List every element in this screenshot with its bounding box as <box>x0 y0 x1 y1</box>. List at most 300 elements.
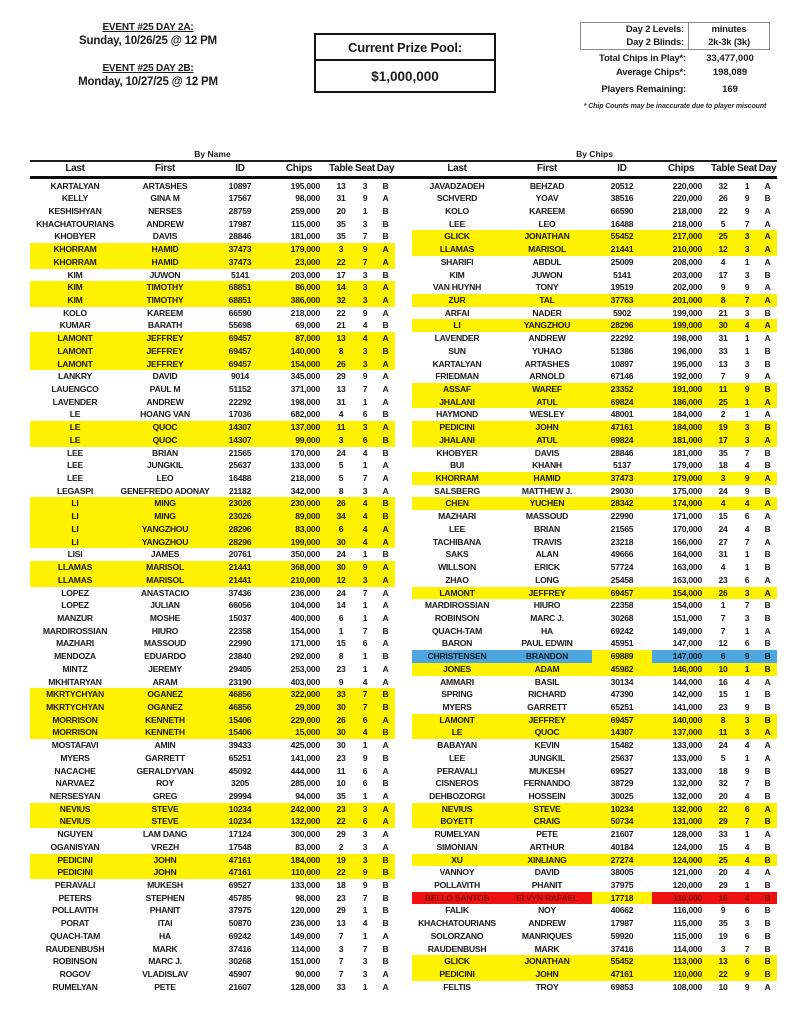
cell-table: 13 <box>336 918 346 929</box>
cell-last: KARTALYAN <box>432 358 482 369</box>
player-row <box>412 637 777 650</box>
cell-table: 24 <box>336 549 346 560</box>
cell-last: SCHVERD <box>436 193 478 204</box>
cell-table: 31 <box>336 396 346 407</box>
cell-seat: 9 <box>354 866 376 879</box>
player-row <box>30 447 395 460</box>
cell-chips: 137,000 <box>652 726 710 739</box>
cell-chips: 198,000 <box>672 333 702 344</box>
cell-chips: 217,000 <box>652 230 710 243</box>
cell-table: 24 <box>718 523 728 534</box>
cell-seat: 9 <box>736 968 758 981</box>
cell-first: OGANEZ <box>120 701 210 714</box>
cell-table: 21 <box>718 307 728 318</box>
cell-chips: 322,000 <box>270 688 328 701</box>
cell-seat: 3 <box>744 612 750 623</box>
cell-day: A <box>758 319 777 332</box>
cell-day: B <box>376 434 395 447</box>
cell-day: B <box>764 193 771 204</box>
cell-first: YUHAO <box>532 345 562 356</box>
cell-table: 8 <box>338 485 344 496</box>
cell-day: B <box>382 447 389 458</box>
cell-first: TONY <box>535 282 559 293</box>
cell-id: 21441 <box>210 561 270 574</box>
cell-first: MASSOUD <box>525 511 569 522</box>
cell-first: ARAM <box>152 676 178 687</box>
cell-chips: 94,000 <box>295 791 320 801</box>
cell-day: A <box>376 714 395 727</box>
cell-last: NACACHE <box>54 765 96 776</box>
cell-id: 37416 <box>228 943 252 954</box>
cell-table: 4 <box>720 562 726 573</box>
column-header-id: ID <box>617 163 627 174</box>
cell-id: 5141 <box>230 269 250 280</box>
cell-seat: 1 <box>362 651 368 662</box>
day2-levels-label: Day 2 Levels: <box>581 23 689 36</box>
cell-last: RUMELYAN <box>52 981 98 992</box>
cell-seat: 6 <box>354 815 376 828</box>
cell-seat: 9 <box>744 371 750 382</box>
player-row <box>30 574 395 587</box>
cell-last: XU <box>412 854 502 867</box>
cell-id: 22292 <box>610 333 634 344</box>
cell-chips: 149,000 <box>290 930 320 941</box>
cell-table: 23 <box>328 803 354 816</box>
cell-seat: 3 <box>736 230 758 243</box>
cell-first: HOANG VAN <box>140 409 190 420</box>
day2-levels-value: minutes <box>711 24 747 35</box>
cell-table: 3 <box>328 434 354 447</box>
cell-seat: 1 <box>744 345 750 356</box>
cell-first: PETE <box>536 829 558 840</box>
cell-first: TIMOTHY <box>120 281 210 294</box>
cell-first: TRAVIS <box>532 536 562 547</box>
cell-first: ANDREW <box>528 918 566 929</box>
cell-last: KOLO <box>63 307 87 318</box>
cell-last: LISI <box>67 549 83 560</box>
cell-table: 24 <box>718 740 728 751</box>
cell-first: DAVID <box>534 867 560 878</box>
player-row <box>30 892 395 905</box>
cell-day: A <box>382 473 389 484</box>
player-row <box>30 561 395 574</box>
cell-day: A <box>382 485 389 496</box>
cell-table: 32 <box>718 778 728 789</box>
cell-last: ZHAO <box>445 574 469 585</box>
cell-id: 37473 <box>210 256 270 269</box>
player-row <box>30 739 395 752</box>
cell-id: 47161 <box>210 854 270 867</box>
cell-day: A <box>376 815 395 828</box>
cell-last: FRIEDMAN <box>435 371 479 382</box>
cell-day: B <box>764 549 771 560</box>
column-header-last: Last <box>65 163 85 174</box>
cell-last: LI <box>412 319 502 332</box>
player-row <box>412 307 777 320</box>
cell-last: LEE <box>67 473 83 484</box>
cell-day: A <box>764 752 771 763</box>
cell-chips: 682,000 <box>290 409 320 420</box>
cell-id: 14307 <box>592 726 652 739</box>
prize-pool-box <box>314 33 496 93</box>
cell-day: A <box>764 256 771 267</box>
cell-first: ANDREW <box>146 396 184 407</box>
player-row <box>412 294 777 307</box>
cell-day: B <box>382 892 389 903</box>
cell-seat: 7 <box>354 688 376 701</box>
cell-first: MING <box>120 510 210 523</box>
player-row <box>412 625 777 638</box>
cell-id: 20761 <box>228 549 252 560</box>
cell-chips: 141,000 <box>672 701 702 712</box>
cell-day: B <box>764 600 771 611</box>
cell-first: STEVE <box>502 803 592 816</box>
cell-last: WILLSON <box>438 562 476 573</box>
cell-table: 7 <box>338 956 344 967</box>
cell-day: A <box>382 396 389 407</box>
cell-table: 22 <box>718 205 728 216</box>
cell-id: 51386 <box>610 345 634 356</box>
cell-id: 10234 <box>210 815 270 828</box>
cell-table: 33 <box>336 981 346 992</box>
cell-first: PAUL EDWIN <box>521 638 573 649</box>
cell-id: 14307 <box>210 434 270 447</box>
cell-chips: 181,000 <box>652 434 710 447</box>
cell-seat: 3 <box>744 269 750 280</box>
cell-seat: 7 <box>744 536 750 547</box>
cell-last: KIM <box>30 294 120 307</box>
cell-id: 17548 <box>228 841 252 852</box>
cell-first: QUOC <box>502 726 592 739</box>
player-row <box>30 459 395 472</box>
cell-day: B <box>382 320 389 331</box>
cell-first: HAMID <box>120 256 210 269</box>
cell-table: 4 <box>720 256 726 267</box>
cell-last: PERAVALI <box>54 880 96 891</box>
cell-id: 23026 <box>210 497 270 510</box>
cell-last: MKRTYCHYAN <box>30 688 120 701</box>
cell-id: 29030 <box>610 485 634 496</box>
cell-day: B <box>382 625 389 636</box>
cell-seat: 3 <box>736 726 758 739</box>
cell-id: 45785 <box>228 892 252 903</box>
cell-seat: 1 <box>744 256 750 267</box>
cell-chips: 89,000 <box>270 510 328 523</box>
cell-id: 37416 <box>610 943 634 954</box>
cell-seat: 9 <box>736 472 758 485</box>
player-row <box>412 930 777 943</box>
cell-chips: 86,000 <box>270 281 328 294</box>
cell-table: 15 <box>718 511 728 522</box>
cell-chips: 175,000 <box>672 485 702 496</box>
cell-chips: 285,000 <box>290 778 320 789</box>
cell-table: 9 <box>720 282 726 293</box>
cell-first: JEREMY <box>148 663 182 674</box>
cell-day: A <box>376 281 395 294</box>
event-2a-title: EVENT #25 DAY 2A: <box>102 22 194 33</box>
cell-first: JUWON <box>149 269 181 280</box>
player-row <box>412 714 777 727</box>
cell-seat: 4 <box>736 854 758 867</box>
cell-table: 7 <box>720 625 726 636</box>
cell-first: JULIAN <box>150 600 180 611</box>
cell-table: 7 <box>338 930 344 941</box>
stat-total-chips <box>580 53 770 64</box>
cell-chips: 142,000 <box>672 689 702 700</box>
cell-id: 68851 <box>210 281 270 294</box>
player-row <box>412 904 777 917</box>
cell-table: 35 <box>718 447 728 458</box>
cell-first: HAMID <box>120 243 210 256</box>
cell-id: 69457 <box>592 714 652 727</box>
cell-seat: 4 <box>744 867 750 878</box>
cell-first: KENNETH <box>120 726 210 739</box>
cell-last: VANNOY <box>439 867 475 878</box>
cell-day: A <box>382 829 389 840</box>
cell-first: TROY <box>535 981 559 992</box>
cell-day: B <box>382 269 389 280</box>
cell-table: 21 <box>336 320 346 331</box>
cell-last: SPRING <box>441 689 473 700</box>
cell-id: 10897 <box>228 180 252 191</box>
cell-last: ROBINSON <box>434 612 480 623</box>
tournament-info-block <box>580 22 770 110</box>
cell-chips: 146,000 <box>652 663 710 676</box>
cell-chips: 174,000 <box>652 497 710 510</box>
cell-seat: 7 <box>362 384 368 394</box>
cell-first: MARC J. <box>148 956 182 967</box>
cell-first: DAVIS <box>152 231 178 242</box>
cell-last: JAVADZADEH <box>429 180 485 191</box>
cell-seat: 4 <box>744 523 750 534</box>
player-row <box>30 408 395 421</box>
cell-seat: 6 <box>744 574 750 585</box>
cell-id: 46856 <box>210 688 270 701</box>
cell-chips: 147,000 <box>652 650 710 663</box>
column-header-id: ID <box>235 163 245 174</box>
section-label-by-chips: By Chips <box>576 149 613 159</box>
cell-first: AMIN <box>154 740 176 751</box>
cell-chips: 114,000 <box>673 943 702 954</box>
cell-table: 16 <box>718 676 728 687</box>
cell-chips: 186,000 <box>652 396 710 409</box>
cell-first: MARK <box>534 943 560 954</box>
cell-seat: 4 <box>362 676 368 687</box>
player-row <box>30 587 395 600</box>
cell-table: 13 <box>336 384 346 394</box>
player-row <box>30 904 395 917</box>
cell-day: A <box>382 307 389 318</box>
player-row <box>30 854 395 867</box>
cell-day: B <box>376 701 395 714</box>
cell-chips: 113,000 <box>652 955 710 968</box>
cell-seat: 1 <box>744 689 750 700</box>
cell-last: LOPEZ <box>61 600 89 611</box>
cell-id: 37763 <box>592 294 652 307</box>
cell-id: 47390 <box>610 689 634 700</box>
cell-last: PEDICINI <box>30 854 120 867</box>
cell-day: B <box>382 218 389 229</box>
cell-id: 21441 <box>210 574 270 587</box>
cell-chips: 128,000 <box>290 981 320 992</box>
cell-day: A <box>764 218 771 229</box>
cell-first: MOSHE <box>149 612 181 623</box>
player-row <box>30 434 395 447</box>
column-header-chips: Chips <box>285 163 313 174</box>
cell-first: ROY <box>156 778 174 789</box>
cell-table: 5 <box>720 752 726 763</box>
cell-table: 17 <box>718 269 728 280</box>
cell-day: B <box>382 549 389 560</box>
cell-first: VLADISLAV <box>142 969 188 980</box>
cell-table: 9 <box>338 676 344 687</box>
cell-last: BABAYAN <box>437 740 477 751</box>
cell-last: QUACH-TAM <box>49 930 101 941</box>
player-row <box>412 612 777 625</box>
cell-chips: 115,000 <box>291 218 320 229</box>
cell-id: 38516 <box>610 193 634 204</box>
cell-last: ARFAI <box>444 307 470 318</box>
cell-last: KIM <box>30 281 120 294</box>
player-row <box>412 472 777 485</box>
cell-seat: 1 <box>362 930 368 941</box>
cell-first: PETE <box>154 981 176 992</box>
player-row <box>412 599 777 612</box>
cell-id: 28296 <box>210 536 270 549</box>
cell-id: 69853 <box>610 981 634 992</box>
cell-first: MING <box>120 497 210 510</box>
cell-id: 15406 <box>210 714 270 727</box>
cell-table: 3 <box>328 243 354 256</box>
cell-day: A <box>376 243 395 256</box>
cell-seat: 4 <box>354 497 376 510</box>
cell-chips: 199,000 <box>672 307 702 318</box>
day2-blinds-label: Day 2 Blinds: <box>581 36 689 49</box>
cell-last: LAVENDER <box>52 396 98 407</box>
cell-seat: 1 <box>362 663 368 674</box>
cell-id: 67146 <box>610 371 634 382</box>
cell-chips: 236,000 <box>290 918 320 929</box>
cell-last: VAN HUYNH <box>432 282 482 293</box>
cell-day: B <box>382 918 389 929</box>
cell-chips: 218,000 <box>290 307 320 318</box>
cell-last: MOSTAFAVI <box>51 740 99 751</box>
cell-last: SHARIFI <box>440 256 474 267</box>
cell-seat: 3 <box>362 956 368 967</box>
cell-day: B <box>764 345 771 356</box>
cell-last: LEGASPI <box>57 485 93 496</box>
cell-id: 22990 <box>610 511 634 522</box>
cell-table: 30 <box>710 319 736 332</box>
cell-chips: 170,000 <box>290 447 320 458</box>
cell-id: 28296 <box>592 319 652 332</box>
cell-first: ANDREW <box>528 333 566 344</box>
cell-id: 23352 <box>592 383 652 396</box>
cell-seat: 1 <box>362 549 368 560</box>
cell-chips: 151,000 <box>672 612 702 623</box>
cell-seat: 9 <box>354 243 376 256</box>
cell-first: EDUARDO <box>144 651 186 662</box>
cell-day: B <box>764 880 771 891</box>
cell-seat: 7 <box>744 600 750 611</box>
cell-id: 5902 <box>612 307 632 318</box>
cell-last: MAZHARI <box>56 638 94 649</box>
player-row <box>412 676 777 689</box>
cell-chips: 199,000 <box>652 319 710 332</box>
cell-day: B <box>764 612 771 623</box>
cell-seat: 6 <box>362 778 368 789</box>
cell-seat: 7 <box>744 778 750 789</box>
cell-day: A <box>382 676 389 687</box>
cell-table: 33 <box>718 345 728 356</box>
cell-id: 5141 <box>612 269 632 280</box>
cell-table: 5 <box>338 473 344 484</box>
cell-id: 23190 <box>228 676 252 687</box>
player-row <box>412 230 777 243</box>
cell-id: 69527 <box>610 765 634 776</box>
cell-seat: 7 <box>362 587 368 598</box>
cell-id: 3205 <box>230 778 250 789</box>
cell-table: 30 <box>336 740 346 751</box>
player-row <box>412 269 777 282</box>
cell-seat: 9 <box>354 561 376 574</box>
cell-day: A <box>758 434 777 447</box>
cell-table: 12 <box>710 243 736 256</box>
cell-table: 33 <box>328 688 354 701</box>
cell-last: TACHIBANA <box>432 536 482 547</box>
player-row <box>30 472 395 485</box>
cell-day: A <box>764 574 771 585</box>
cell-seat: 1 <box>362 460 368 471</box>
player-row <box>412 866 777 879</box>
cell-id: 69457 <box>210 332 270 345</box>
cell-seat: 9 <box>744 485 750 496</box>
cell-day: A <box>382 841 389 852</box>
column-header-seat: Seat <box>737 163 757 174</box>
cell-first: MASSOUD <box>143 638 187 649</box>
cell-chips: 131,000 <box>652 815 710 828</box>
cell-id: 22990 <box>228 638 252 649</box>
cell-chips: 154,000 <box>652 587 710 600</box>
cell-table: 18 <box>336 880 346 891</box>
player-row <box>30 307 395 320</box>
cell-first: HOSSEIN <box>528 791 566 801</box>
cell-id: 25458 <box>610 574 634 585</box>
cell-id: 37975 <box>610 880 634 891</box>
cell-chips: 99,000 <box>270 434 328 447</box>
cell-chips: 29,000 <box>270 701 328 714</box>
cell-first: YANGZHOU <box>120 536 210 549</box>
cell-seat: 3 <box>362 485 368 496</box>
cell-table: 31 <box>718 333 728 344</box>
cell-last: NERSESYAN <box>49 791 101 801</box>
cell-first: ANDREW <box>146 218 184 229</box>
cell-last: RUMELYAN <box>434 829 480 840</box>
cell-last: AMMARI <box>440 676 474 687</box>
cell-chips: 184,000 <box>672 409 702 420</box>
cell-id: 14307 <box>210 421 270 434</box>
cell-table: 32 <box>328 294 354 307</box>
cell-chips: 202,000 <box>672 282 702 293</box>
cell-day: B <box>764 778 771 789</box>
cell-chips: 220,000 <box>672 193 702 204</box>
player-row <box>412 752 777 765</box>
cell-seat: 6 <box>744 930 750 941</box>
cell-id: 28759 <box>228 205 252 216</box>
cell-seat: 9 <box>362 880 368 891</box>
column-header-table: Table <box>711 163 735 174</box>
cell-first: FERNANDO <box>523 778 571 789</box>
